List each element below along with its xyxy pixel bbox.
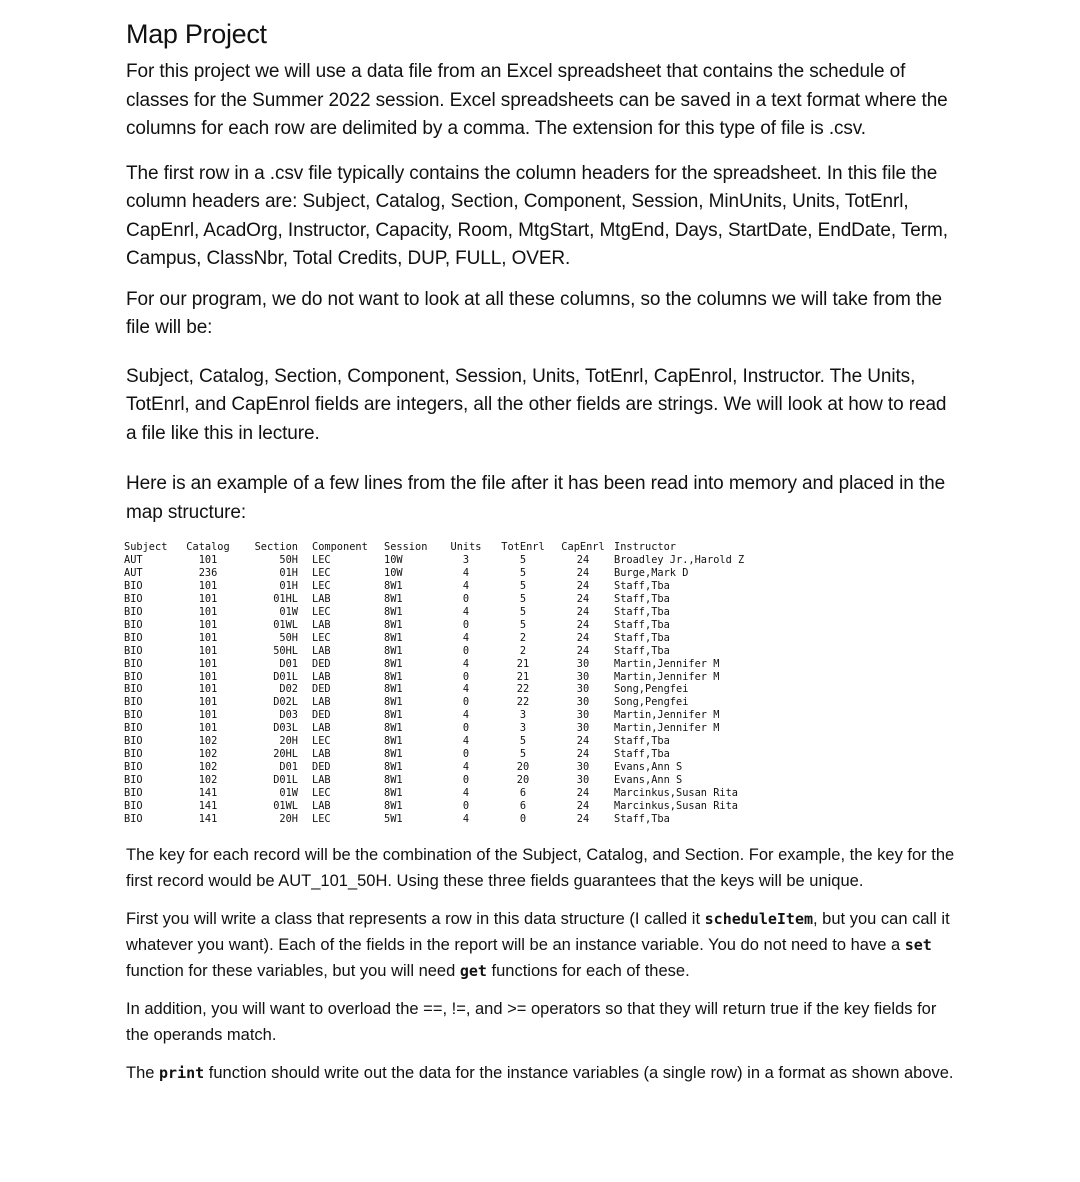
cell-session: 8W1 xyxy=(384,644,403,657)
cell-instructor: Evans,Ann S xyxy=(614,774,683,787)
cell-session: 8W1 xyxy=(384,800,403,813)
cell-catalog: 102 xyxy=(198,735,218,748)
cell-totenrl: 0 xyxy=(519,813,527,826)
cell-totenrl: 5 xyxy=(519,553,527,566)
document-page xyxy=(126,16,956,1086)
cell-units: 4 xyxy=(462,566,470,579)
cell-session: 8W1 xyxy=(384,592,403,605)
cell-units: 4 xyxy=(462,709,470,722)
table-row xyxy=(124,696,770,709)
cell-component: LAB xyxy=(312,774,331,787)
print-paragraph xyxy=(126,1060,956,1086)
column-header-units: Units xyxy=(450,541,482,553)
cell-subject: BIO xyxy=(124,657,143,670)
key-paragraph: The key for each record will be the combination of the Subject, Catalog, and Section. For example, the key for the first record would be AUT_101_50H. Using these three fields guarantees that the keys will be unique. xyxy=(126,845,955,890)
cell-component: DED xyxy=(312,761,331,774)
cell-section: D01L xyxy=(273,774,298,787)
cell-capenrl: 24 xyxy=(576,618,590,631)
cell-catalog: 101 xyxy=(198,683,218,696)
columns-list-paragraph: Subject, Catalog, Section, Component, Session, Units, TotEnrl, CapEnrol, Instructor. The Units, TotEnrl, and CapEnrol fields are integers, all the other fields are strings. We will look at how to read a file like this in lecture. xyxy=(126,365,947,444)
cell-catalog: 101 xyxy=(198,709,218,722)
table-row xyxy=(124,813,770,826)
cell-units: 0 xyxy=(462,670,470,683)
class-text-3: function for these variables, but you will need xyxy=(126,961,460,980)
table-row xyxy=(124,671,770,684)
intro-paragraph: For this project we will use a data file from an Excel spreadsheet that contains the schedule of classes for the Summer 2022 session. Excel spreadsheets can be saved in a text format where the columns for each row are delimited by a comma. The extension for this type of file is .csv. xyxy=(126,61,948,139)
table-row xyxy=(124,735,770,748)
column-header-section: Section xyxy=(254,541,298,553)
cell-session: 8W1 xyxy=(384,787,403,800)
cell-session: 8W1 xyxy=(384,657,403,670)
class-text-4: functions for each of these. xyxy=(486,961,690,980)
table-header-row xyxy=(124,541,770,554)
table-row xyxy=(124,683,770,696)
cell-section: D01 xyxy=(279,657,298,670)
cell-subject: BIO xyxy=(124,761,143,774)
cell-totenrl: 5 xyxy=(519,592,527,605)
cell-subject: BIO xyxy=(124,605,143,618)
cell-subject: BIO xyxy=(124,813,143,826)
cell-units: 0 xyxy=(462,696,470,709)
cell-session: 8W1 xyxy=(384,774,403,787)
cell-capenrl: 24 xyxy=(576,644,590,657)
cell-capenrl: 30 xyxy=(576,709,590,722)
cell-units: 4 xyxy=(462,631,470,644)
cell-capenrl: 30 xyxy=(576,696,590,709)
cell-capenrl: 24 xyxy=(576,748,590,761)
cell-component: LAB xyxy=(312,748,331,761)
cell-catalog: 101 xyxy=(198,553,218,566)
cell-session: 8W1 xyxy=(384,748,403,761)
cell-capenrl: 24 xyxy=(576,735,590,748)
cell-units: 4 xyxy=(462,605,470,618)
table-row xyxy=(124,606,770,619)
cell-component: LEC xyxy=(312,566,331,579)
cell-totenrl: 5 xyxy=(519,618,527,631)
cell-totenrl: 20 xyxy=(516,761,530,774)
cell-capenrl: 24 xyxy=(576,787,590,800)
cell-capenrl: 24 xyxy=(576,592,590,605)
headers-paragraph: The first row in a .csv file typically contains the column headers for the spreadsheet. In this file the column headers are: Subject, Catalog, Section, Component, Session, MinUnits, Units, TotEnrl, CapEnrl, AcadOrg, Instructor, Capacity, Room, MtgStart, MtgEnd, Days, StartDate, EndDate, Term, Campus, ClassNbr, Total Credits, DUP, FULL, OVER. xyxy=(126,162,948,269)
cell-session: 8W1 xyxy=(384,579,403,592)
cell-units: 0 xyxy=(462,774,470,787)
cell-component: LAB xyxy=(312,618,331,631)
cell-units: 4 xyxy=(462,761,470,774)
cell-subject: BIO xyxy=(124,800,143,813)
class-text-1: First you will write a class that represents a row in this data structure (I called it xyxy=(126,909,705,928)
column-header-capenrl: CapEnrl xyxy=(561,541,605,553)
cell-session: 8W1 xyxy=(384,618,403,631)
cell-totenrl: 2 xyxy=(519,644,527,657)
cell-section: 20H xyxy=(279,735,298,748)
cell-component: DED xyxy=(312,709,331,722)
cell-section: 01WL xyxy=(273,800,298,813)
cell-subject: BIO xyxy=(124,683,143,696)
cell-instructor: Broadley Jr.,Harold Z xyxy=(614,553,745,566)
cell-section: D02 xyxy=(279,683,298,696)
cell-catalog: 141 xyxy=(198,800,218,813)
cell-totenrl: 22 xyxy=(516,696,530,709)
cell-units: 3 xyxy=(462,553,470,566)
cell-totenrl: 5 xyxy=(519,748,527,761)
cell-subject: BIO xyxy=(124,579,143,592)
cell-section: 01H xyxy=(279,566,298,579)
cell-component: LEC xyxy=(312,553,331,566)
cell-subject: BIO xyxy=(124,722,143,735)
cell-units: 0 xyxy=(462,618,470,631)
cell-subject: BIO xyxy=(124,592,143,605)
cell-totenrl: 5 xyxy=(519,579,527,592)
cell-capenrl: 24 xyxy=(576,605,590,618)
cell-totenrl: 5 xyxy=(519,605,527,618)
table-row xyxy=(124,787,770,800)
table-row xyxy=(124,580,770,593)
cell-instructor: Song,Pengfei xyxy=(614,683,689,696)
cell-component: LEC xyxy=(312,735,331,748)
cell-instructor: Staff,Tba xyxy=(614,748,670,761)
cell-totenrl: 5 xyxy=(519,566,527,579)
cell-section: 01HL xyxy=(273,592,298,605)
page-title: Map Project xyxy=(126,19,267,49)
cell-component: LAB xyxy=(312,644,331,657)
cell-catalog: 102 xyxy=(198,774,218,787)
cell-subject: BIO xyxy=(124,748,143,761)
cell-instructor: Martin,Jennifer M xyxy=(614,670,720,683)
code-set: set xyxy=(904,935,932,954)
cell-section: 20HL xyxy=(273,748,298,761)
table-row xyxy=(124,761,770,774)
table-body xyxy=(124,554,770,826)
column-header-component: Component xyxy=(312,541,368,553)
cell-capenrl: 30 xyxy=(576,657,590,670)
table-row xyxy=(124,658,770,671)
table-row xyxy=(124,593,770,606)
cell-catalog: 101 xyxy=(198,670,218,683)
cell-catalog: 101 xyxy=(198,631,218,644)
cell-totenrl: 21 xyxy=(516,657,530,670)
cell-instructor: Staff,Tba xyxy=(614,605,670,618)
cell-capenrl: 30 xyxy=(576,774,590,787)
cell-session: 8W1 xyxy=(384,696,403,709)
cell-units: 4 xyxy=(462,735,470,748)
cell-component: LAB xyxy=(312,800,331,813)
cell-catalog: 101 xyxy=(198,592,218,605)
cell-instructor: Marcinkus,Susan Rita xyxy=(614,800,738,813)
cell-instructor: Staff,Tba xyxy=(614,631,670,644)
cell-session: 8W1 xyxy=(384,735,403,748)
cell-units: 0 xyxy=(462,748,470,761)
cell-catalog: 101 xyxy=(198,696,218,709)
cell-catalog: 101 xyxy=(198,657,218,670)
schedule-table xyxy=(124,541,770,826)
cell-instructor: Evans,Ann S xyxy=(614,761,683,774)
table-row xyxy=(124,632,770,645)
cell-subject: BIO xyxy=(124,709,143,722)
cell-units: 0 xyxy=(462,592,470,605)
cell-session: 8W1 xyxy=(384,683,403,696)
print-text-2: function should write out the data for the instance variables (a single row) in a format as shown above. xyxy=(204,1063,954,1082)
cell-section: 50HL xyxy=(273,644,298,657)
cell-component: LAB xyxy=(312,722,331,735)
cell-capenrl: 30 xyxy=(576,761,590,774)
cell-catalog: 101 xyxy=(198,579,218,592)
class-paragraph xyxy=(126,906,956,984)
table-row xyxy=(124,619,770,632)
cell-section: 01H xyxy=(279,579,298,592)
cell-totenrl: 3 xyxy=(519,722,527,735)
cell-component: LEC xyxy=(312,787,331,800)
cell-instructor: Martin,Jennifer M xyxy=(614,722,720,735)
cell-catalog: 102 xyxy=(198,761,218,774)
cell-session: 10W xyxy=(384,566,403,579)
cell-units: 4 xyxy=(462,683,470,696)
cell-catalog: 102 xyxy=(198,748,218,761)
cell-component: LAB xyxy=(312,592,331,605)
table-row xyxy=(124,709,770,722)
cell-capenrl: 24 xyxy=(576,579,590,592)
class-text-2: , but you can call it whatever you want). Each of the fields in the report will be an instance variable. You do not need to have a xyxy=(126,909,950,954)
cell-section: 01WL xyxy=(273,618,298,631)
cell-session: 8W1 xyxy=(384,631,403,644)
cell-instructor: Staff,Tba xyxy=(614,813,670,826)
cell-capenrl: 30 xyxy=(576,722,590,735)
cell-component: LAB xyxy=(312,696,331,709)
cell-subject: AUT xyxy=(124,553,143,566)
cell-section: D03L xyxy=(273,722,298,735)
cell-catalog: 101 xyxy=(198,722,218,735)
cell-subject: BIO xyxy=(124,735,143,748)
cell-instructor: Martin,Jennifer M xyxy=(614,709,720,722)
cell-instructor: Staff,Tba xyxy=(614,735,670,748)
cell-section: 50H xyxy=(279,553,298,566)
cell-totenrl: 6 xyxy=(519,800,527,813)
cell-session: 8W1 xyxy=(384,761,403,774)
cell-units: 0 xyxy=(462,800,470,813)
cell-subject: BIO xyxy=(124,644,143,657)
cell-section: 01W xyxy=(279,605,298,618)
example-intro-paragraph: Here is an example of a few lines from the file after it has been read into memory and placed in the map structure: xyxy=(126,473,946,523)
cell-subject: BIO xyxy=(124,774,143,787)
cell-units: 4 xyxy=(462,787,470,800)
table-row xyxy=(124,567,770,580)
cell-session: 8W1 xyxy=(384,670,403,683)
cell-instructor: Martin,Jennifer M xyxy=(614,657,720,670)
table-row xyxy=(124,645,770,658)
cell-capenrl: 30 xyxy=(576,670,590,683)
cell-session: 8W1 xyxy=(384,709,403,722)
cell-units: 0 xyxy=(462,722,470,735)
cell-subject: BIO xyxy=(124,670,143,683)
column-header-totenrl: TotEnrl xyxy=(501,541,545,553)
cell-totenrl: 5 xyxy=(519,735,527,748)
cell-subject: BIO xyxy=(124,787,143,800)
cell-catalog: 101 xyxy=(198,605,218,618)
cell-totenrl: 6 xyxy=(519,787,527,800)
cell-totenrl: 22 xyxy=(516,683,530,696)
cell-instructor: Staff,Tba xyxy=(614,618,670,631)
cell-instructor: Staff,Tba xyxy=(614,644,670,657)
cell-session: 10W xyxy=(384,553,403,566)
code-get: get xyxy=(459,961,487,980)
table-row xyxy=(124,554,770,567)
cell-catalog: 101 xyxy=(198,618,218,631)
overload-paragraph: In addition, you will want to overload the ==, !=, and >= operators so that they will return true if the key fields for the operands match. xyxy=(126,999,937,1044)
cell-subject: AUT xyxy=(124,566,143,579)
cell-capenrl: 24 xyxy=(576,553,590,566)
cell-totenrl: 20 xyxy=(516,774,530,787)
cell-component: LEC xyxy=(312,813,331,826)
cell-capenrl: 24 xyxy=(576,813,590,826)
cell-units: 4 xyxy=(462,813,470,826)
columns-intro-paragraph: For our program, we do not want to look at all these columns, so the columns we will take from the file will be: xyxy=(126,288,943,338)
cell-totenrl: 21 xyxy=(516,670,530,683)
cell-section: D01 xyxy=(279,761,298,774)
cell-subject: BIO xyxy=(124,696,143,709)
column-header-instructor: Instructor xyxy=(614,541,676,553)
cell-component: LEC xyxy=(312,605,331,618)
cell-instructor: Marcinkus,Susan Rita xyxy=(614,787,738,800)
cell-section: D01L xyxy=(273,670,298,683)
cell-capenrl: 24 xyxy=(576,631,590,644)
cell-section: 01W xyxy=(279,787,298,800)
cell-component: DED xyxy=(312,683,331,696)
table-row xyxy=(124,774,770,787)
table-row xyxy=(124,748,770,761)
code-print: print xyxy=(159,1063,205,1082)
cell-session: 5W1 xyxy=(384,813,403,826)
cell-capenrl: 24 xyxy=(576,566,590,579)
cell-section: 50H xyxy=(279,631,298,644)
cell-capenrl: 24 xyxy=(576,800,590,813)
cell-totenrl: 3 xyxy=(519,709,527,722)
table-row xyxy=(124,800,770,813)
cell-section: 20H xyxy=(279,813,298,826)
table-row xyxy=(124,722,770,735)
cell-component: LAB xyxy=(312,670,331,683)
cell-units: 0 xyxy=(462,644,470,657)
cell-component: DED xyxy=(312,657,331,670)
column-header-subject: Subject xyxy=(124,541,168,553)
cell-session: 8W1 xyxy=(384,722,403,735)
cell-totenrl: 2 xyxy=(519,631,527,644)
cell-catalog: 236 xyxy=(198,566,218,579)
cell-units: 4 xyxy=(462,579,470,592)
cell-instructor: Burge,Mark D xyxy=(614,566,689,579)
cell-component: LEC xyxy=(312,631,331,644)
cell-catalog: 141 xyxy=(198,787,218,800)
cell-instructor: Song,Pengfei xyxy=(614,696,689,709)
cell-instructor: Staff,Tba xyxy=(614,592,670,605)
column-header-catalog: Catalog xyxy=(186,541,230,553)
code-scheduleitem: scheduleItem xyxy=(704,909,814,928)
cell-subject: BIO xyxy=(124,618,143,631)
cell-instructor: Staff,Tba xyxy=(614,579,670,592)
cell-section: D02L xyxy=(273,696,298,709)
cell-catalog: 141 xyxy=(198,813,218,826)
cell-units: 4 xyxy=(462,657,470,670)
cell-capenrl: 30 xyxy=(576,683,590,696)
print-text-1: The xyxy=(126,1063,160,1082)
cell-component: LEC xyxy=(312,579,331,592)
cell-catalog: 101 xyxy=(198,644,218,657)
column-header-session: Session xyxy=(384,541,428,553)
cell-session: 8W1 xyxy=(384,605,403,618)
cell-section: D03 xyxy=(279,709,298,722)
cell-subject: BIO xyxy=(124,631,143,644)
